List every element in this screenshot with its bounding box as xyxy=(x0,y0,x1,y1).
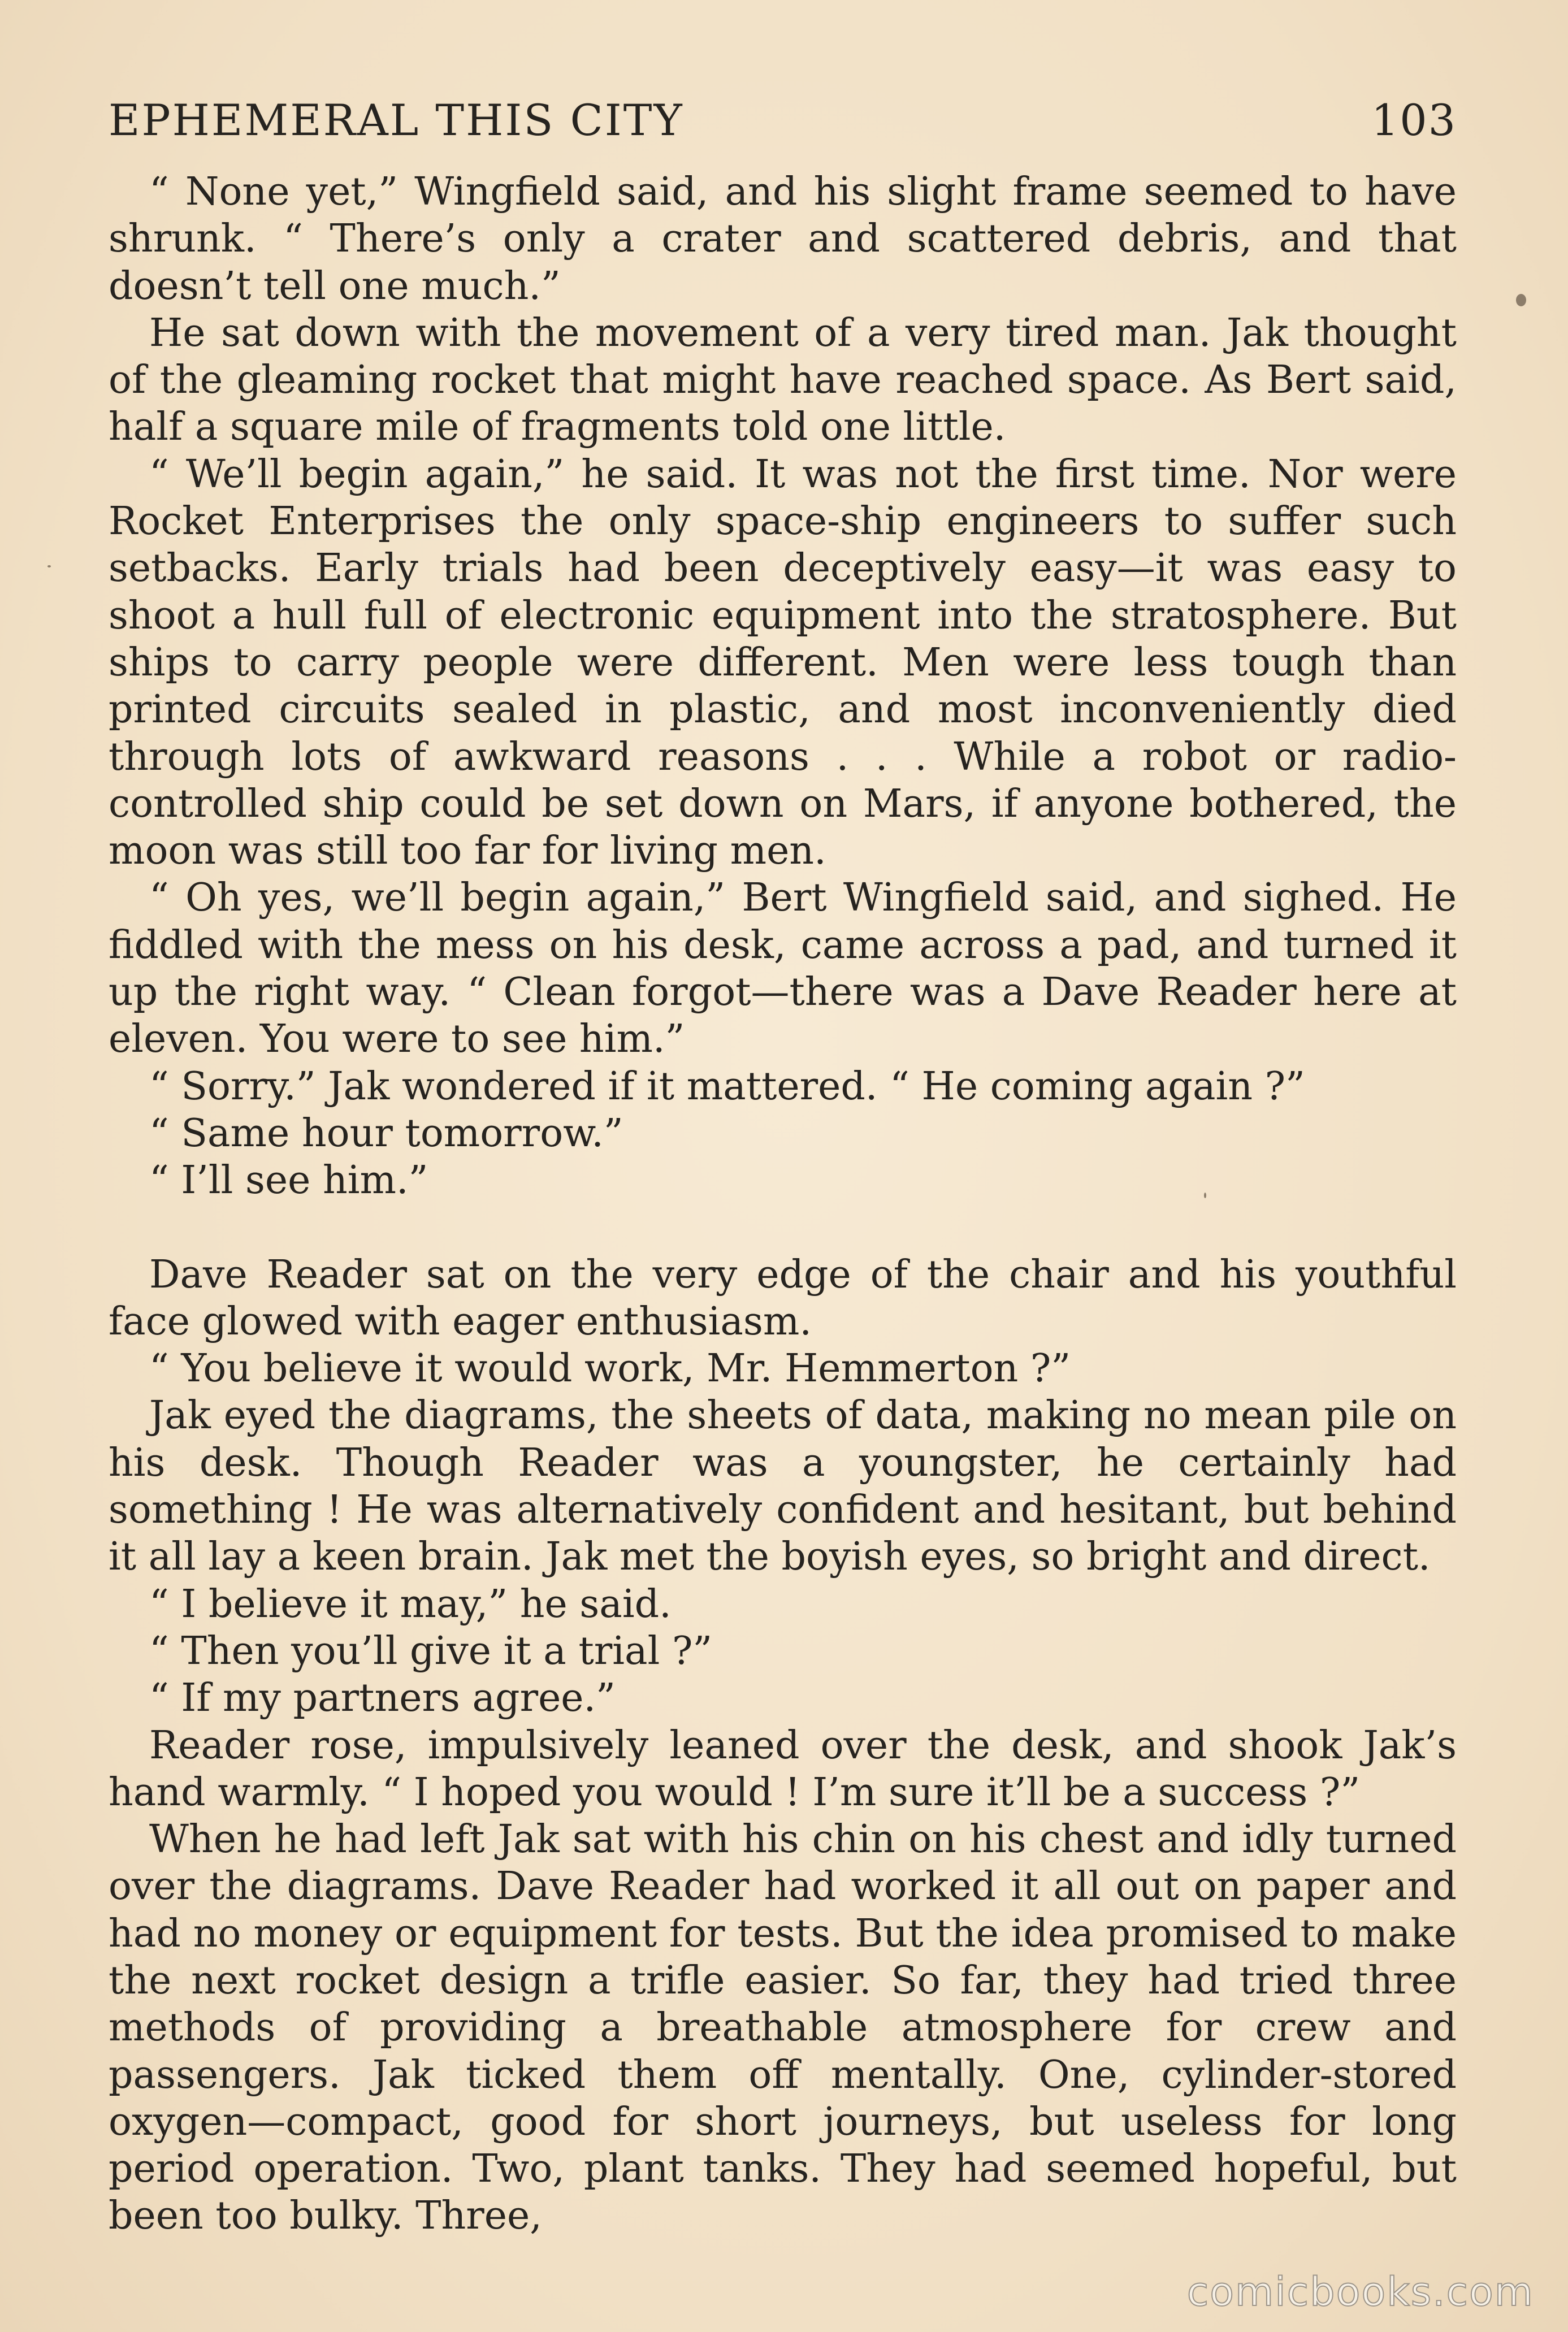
paragraph: “ I’ll see him.” xyxy=(149,1158,428,1203)
paper-speck xyxy=(1516,294,1526,306)
page-number: 103 xyxy=(1371,95,1457,145)
page-header xyxy=(109,95,1457,151)
book-page xyxy=(109,95,1457,2240)
page-body xyxy=(109,168,1457,2240)
paragraph: “ Oh yes, we’ll begin again,” Bert Wingfield said, and sighed. He fiddled with the mess on his desk, came across a pad, and turned it up the right way. “ Clean forgot—there was a Dave Reader here at eleven. You were to see him.” xyxy=(109,875,1457,1062)
paragraph: He sat down with the movement of a very tired man. Jak thought of the gleaming rocket that might have reached space. As Bert said, half a square mile of fragments told one little. xyxy=(109,310,1457,450)
paragraph: “ If my partners agree.” xyxy=(149,1676,616,1721)
paper-speck xyxy=(1204,1193,1206,1198)
paragraph: “ We’ll begin again,” he said. It was not the first time. Nor were Rocket Enterprises the only space-ship engineers to suffer such setbacks. Early trials had been deceptively easy—it was easy to shoot a hull full of electronic equipment into the stratosphere. But ships to carry people were different. Men were less tough than printed circuits sealed in plastic, and most inconveniently died through lots of awkward reasons . . . While a robot or radio-controlled ship could be set down on Mars, if anyone bothered, the moon was still too far for living men. xyxy=(109,452,1457,874)
paragraph: “ You believe it would work, Mr. Hemmerton ?” xyxy=(149,1346,1071,1392)
paper-speck xyxy=(47,565,51,567)
paragraph: “ Sorry.” Jak wondered if it mattered. “ He coming again ?” xyxy=(149,1064,1305,1109)
paragraph: “ None yet,” Wingfield said, and his slight frame seemed to have shrunk. “ There’s only a crater and scattered debris, and that doesn’t tell one much.” xyxy=(109,170,1457,309)
section-break xyxy=(109,1204,1457,1251)
paragraph: Jak eyed the diagrams, the sheets of data, making no mean pile on his desk. Though Reader was a youngster, he certainly had something ! He was alternatively confident and hesitant, but behind it all lay a keen brain. Jak met the boyish eyes, so bright and direct. xyxy=(109,1393,1457,1580)
paragraph: Dave Reader sat on the very edge of the chair and his youthful face glowed with eager enthusiasm. xyxy=(109,1252,1457,1344)
paragraph: When he had left Jak sat with his chin on his chest and idly turned over the diagrams. Dave Reader had worked it all out on paper and had no money or equipment for tests. But the idea promised to make the next rocket design a trifle easier. So far, they had tried three methods of providing a breathable atmosphere for crew and passengers. Jak ticked them off mentally. One, cylinder-stored oxygen—compact, good for short journeys, but useless for long period operation. Two, plant tanks. They had seemed hopeful, but been too bulky. Three, xyxy=(109,1817,1457,2239)
paragraph: “ Same hour tomorrow.” xyxy=(149,1111,623,1156)
paragraph: Reader rose, impulsively leaned over the desk, and shook Jak’s hand warmly. “ I hoped you would ! I’m sure it’ll be a success ?” xyxy=(109,1723,1457,1815)
running-title: EPHEMERAL THIS CITY xyxy=(109,95,684,145)
paragraph: “ I believe it may,” he said. xyxy=(149,1581,672,1627)
paragraph: “ Then you’ll give it a trial ?” xyxy=(149,1628,713,1674)
watermark: comicbooks.com xyxy=(1186,2269,1534,2315)
